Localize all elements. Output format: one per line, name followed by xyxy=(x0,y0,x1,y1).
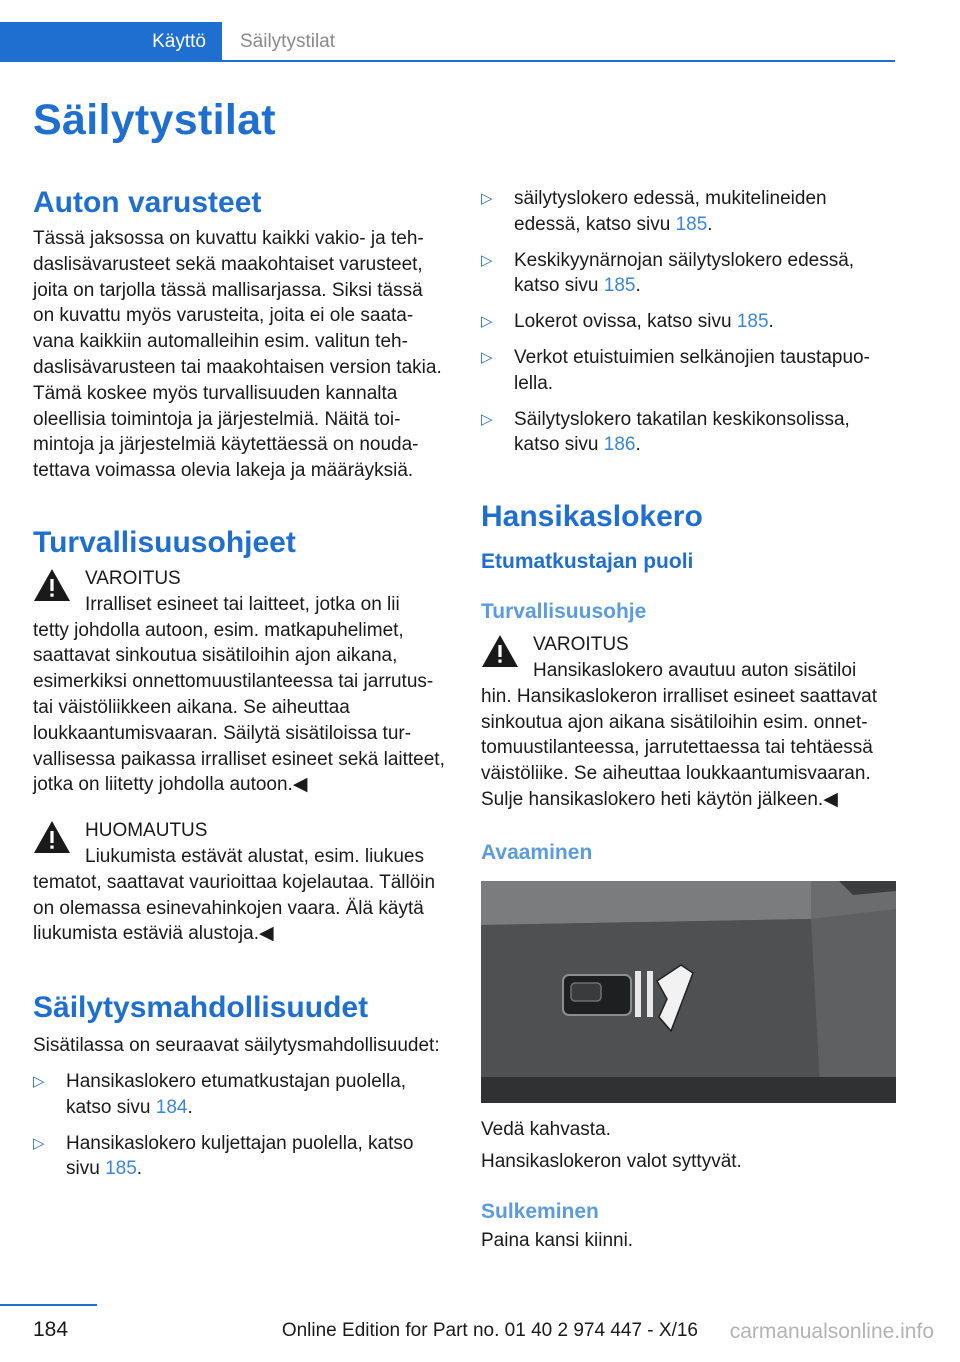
triangle-bullet-icon: ▷ xyxy=(481,251,493,269)
page-link[interactable]: 185 xyxy=(736,311,769,333)
notice-label: HUOMAUTUS xyxy=(85,820,208,842)
subsection-title-sulkeminen: Sulkeminen xyxy=(481,1200,599,1224)
storage-list-right xyxy=(481,186,896,458)
warning-block-2 xyxy=(481,632,896,813)
warning-icon xyxy=(33,568,71,602)
subsubsection-title-turvallisuusohje: Turvallisuusohje xyxy=(481,600,647,624)
glovebox-handle-photo xyxy=(481,881,896,1103)
triangle-bullet-icon: ▷ xyxy=(481,190,493,207)
section-title-hansikaslokero: Hansikaslokero xyxy=(481,500,703,534)
list-item: ▷ säilytyslokero edessä, mukitelineiden edessä, katso sivu 185. xyxy=(481,188,827,235)
warning-text-first-line: Hansikaslokero avautuu auton sisätiloi xyxy=(533,659,857,681)
instruction-close: Paina kansi kiinni. xyxy=(481,1230,634,1252)
page-link[interactable]: 185 xyxy=(675,213,708,235)
list-item xyxy=(481,345,896,397)
warning-text-first-line: Irralliset esineet tai laitteet, jotka on lii xyxy=(85,593,400,615)
left-column xyxy=(33,180,448,1182)
warning-icon xyxy=(481,634,519,668)
right-column xyxy=(481,186,896,1254)
subsection-title-avaaminen: Avaaminen xyxy=(481,840,593,864)
tab-kaytto[interactable]: Käyttö xyxy=(0,22,222,62)
list-item: ▷ Hansikaslokero etumatkustajan puolella, katso sivu 184. xyxy=(33,1070,407,1118)
warning-label: VAROITUS xyxy=(85,567,181,589)
list-item: ▷ Lokerot ovissa, katso sivu 185. xyxy=(481,309,896,335)
tab-sailytystilat[interactable]: Säilytystilat xyxy=(240,31,336,52)
page-link[interactable]: 186 xyxy=(603,434,636,456)
notice-block xyxy=(33,818,448,947)
warning-block-1 xyxy=(33,566,448,798)
page-title: Säilytystilat xyxy=(33,96,276,144)
instruction-lights-on: Hansikaslokeron valot syttyvät. xyxy=(481,1150,742,1172)
list-item: ▷ Keskikyynärnojan säilytyslokero edessä, katso sivu 185. xyxy=(481,249,855,297)
notice-text-first-line: Liukumista estävät alustat, esim. liukues xyxy=(85,845,424,867)
footer-edition: Online Edition for Part no. 01 40 2 974 447 - X/16 xyxy=(281,1320,698,1341)
header-tabs xyxy=(0,22,895,62)
section-body-auton-varusteet: Tässä jaksossa on kuvattu kaikki vakio- ja tehdaslisävarusteet sekä maakohtaiset varusteet, joita on tarjolla tässä mallisarjassa. Siksi tässä on kuvattu myös varusteita, joita ei ole saatavana kaikkiin automalleihin esim. valitun tehdaslisävarusteen tai maakohtaisen version takia. Tämä koskee myös turvallisuuden kannalta oleellisia toimintoja ja järjestelmiä. Näitä toimintoja ja järjestelmiä käytettäessä on noudatettava voimassa olevia lakeja ja määräyksiä. xyxy=(33,228,442,482)
warning-text: tetty johdolla autoon, esim. matkapuhelimet, saattavat sinkoutua sisätiloihin ajon aikana, esimerkiksi onnettomuustilanteessa tai jarrutus- tai väistöliikkeen aikana. Se aiheuttaa loukkaantumisvaaran. Säilytä sisätiloissa turvallisessa paikassa irralliset esineet sekä laitteet, jotka on liitetty johdolla autoon.◀ xyxy=(33,619,445,796)
section-body-sailytysmahdollisuudet: Sisätilassa on seuraavat säilytysmahdollisuudet: xyxy=(33,1035,440,1057)
section-title-sailytysmahdollisuudet: Säilytysmahdollisuudet xyxy=(33,991,369,1025)
list-item: ▷ Säilytyslokero takatilan keskikonsolissa, katso sivu 186. xyxy=(481,408,850,456)
watermark: carmanualsonline.info xyxy=(729,1320,934,1343)
section-title-turvallisuusohjeet: Turvallisuusohjeet xyxy=(33,525,296,559)
warning-text: hin. Hansikaslokeron irralliset esineet saattavat sinkoutua ajon aikana sisätiloihin esim. onnettomuustilanteessa, jarrutettaessa tai tehtäessä väistöliike. Se aiheuttaa loukkaantumisvaaran. Sulje hansikaslokero heti käytön jälkeen.◀ xyxy=(481,685,878,810)
subsection-title-etumatkustajan-puoli: Etumatkustajan puoli xyxy=(481,550,694,574)
list-item-text: säilytyslokero edessä, mukitelineiden edessä, katso sivu xyxy=(514,188,827,235)
header-divider xyxy=(222,60,895,62)
triangle-bullet-icon: ▷ xyxy=(33,1134,45,1152)
list-item-text: Verkot etuistuimien selkänojien taustapuolella. xyxy=(514,346,870,394)
triangle-bullet-icon: ▷ xyxy=(33,1072,45,1090)
page-link[interactable]: 185 xyxy=(105,1158,137,1180)
list-item-text: Hansikaslokero etumatkustajan puolella, katso sivu xyxy=(66,1070,407,1118)
footer-divider xyxy=(0,1304,97,1306)
section-title-auton-varusteet: Auton varusteet xyxy=(33,186,262,219)
warning-label: VAROITUS xyxy=(533,634,629,656)
warning-icon xyxy=(33,820,71,854)
page-number: 184 xyxy=(33,1318,69,1341)
list-item-text: Keskikyynärnojan säilytyslokero edessä, katso sivu xyxy=(514,249,855,297)
triangle-bullet-icon: ▷ xyxy=(481,313,493,331)
list-item-text: Hansikaslokero kuljettajan puolella, katso sivu xyxy=(66,1132,414,1180)
notice-text: tematot, saattavat vaurioittaa kojelautaa. Tällöin on olemassa esinevahinkojen vaara. Älä käytä liukumista estäviä alustoja.◀ xyxy=(33,871,436,945)
list-item-text: Lokerot ovissa, katso sivu xyxy=(514,311,737,333)
list-item-text: Säilytyslokero takatilan keskikonsolissa, katso sivu xyxy=(514,408,850,456)
triangle-bullet-icon: ▷ xyxy=(481,348,493,366)
instruction-pull-handle: Vedä kahvasta. xyxy=(481,1118,611,1140)
storage-list-left xyxy=(33,1069,448,1182)
page-link[interactable]: 184 xyxy=(155,1096,188,1118)
triangle-bullet-icon: ▷ xyxy=(481,410,493,428)
list-item: ▷ Hansikaslokero kuljettajan puolella, katso sivu 185. xyxy=(33,1132,414,1180)
page-link[interactable]: 185 xyxy=(603,275,636,297)
